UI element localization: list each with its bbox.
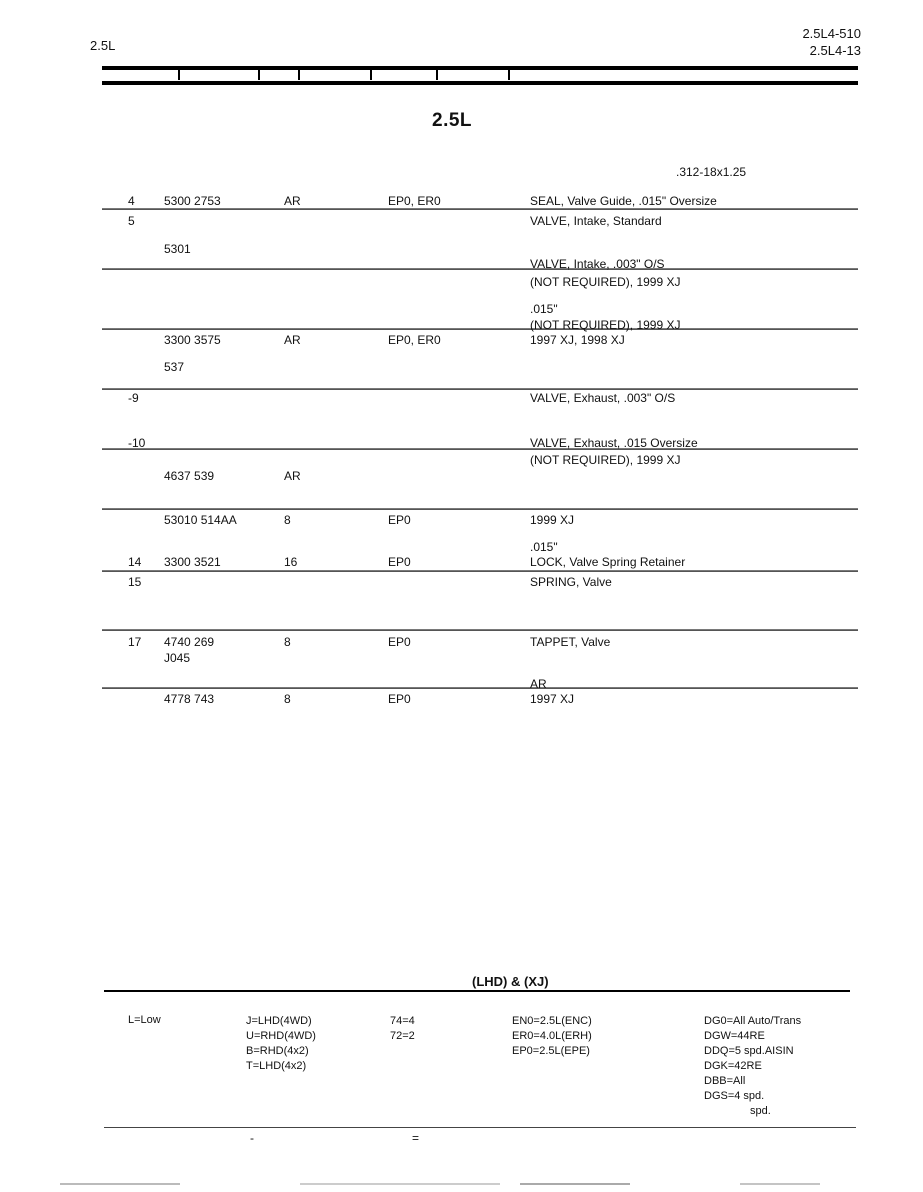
quantity: AR	[284, 469, 301, 483]
legend-heading: (LHD) & (XJ)	[472, 974, 549, 989]
column-tick	[370, 70, 372, 80]
description: VALVE, Intake, Standard	[530, 214, 662, 228]
footer-rule	[104, 1127, 856, 1128]
row-separator	[102, 328, 858, 330]
part-number: 53010 514AA	[164, 513, 237, 527]
footer-dash: -	[250, 1131, 254, 1145]
scan-noise	[520, 1183, 630, 1185]
column-tick	[508, 70, 510, 80]
item-number: 14	[128, 555, 142, 569]
item-number: 17	[128, 635, 142, 649]
sales-code: EP0, ER0	[388, 333, 441, 347]
row-separator	[102, 687, 858, 689]
item-number: -9	[128, 391, 139, 405]
legend-col5: DG0=All Auto/Trans DGW=44RE DDQ=5 spd.AISIN DGK=42RE DBB=All DGS=4 spd. spd.	[704, 1015, 802, 1117]
header-right-top: 2.5L4-510	[802, 26, 861, 41]
description: 1997 XJ, 1998 XJ	[530, 333, 625, 347]
part-number: 537	[164, 360, 185, 374]
scan-noise	[300, 1183, 500, 1185]
description: VALVE, Exhaust, .015 Oversize	[530, 436, 698, 450]
header-left: 2.5L	[90, 38, 116, 53]
page-title: 2.5L	[432, 110, 473, 131]
column-tick	[436, 70, 438, 80]
column-tick	[178, 70, 180, 80]
sales-code: EP0	[388, 555, 411, 569]
part-number: 3300 3575	[164, 333, 221, 347]
item-number: 5	[128, 214, 135, 228]
column-tick	[258, 70, 260, 80]
description: SPRING, Valve	[530, 575, 612, 589]
description: AR	[530, 677, 547, 691]
quantity: 8	[284, 635, 291, 649]
legend-col4: EN0=2.5L(ENC) ER0=4.0L(ERH) EP0=2.5L(EPE)	[512, 1015, 592, 1057]
item-number: 4	[128, 194, 135, 208]
sales-code: EP0	[388, 513, 411, 527]
quantity: 8	[284, 513, 291, 527]
scan-noise	[740, 1183, 820, 1185]
part-number: 3300 3521	[164, 555, 221, 569]
quantity: AR	[284, 194, 301, 208]
part-number: 5300 2753	[164, 194, 221, 208]
quantity: 8	[284, 692, 291, 706]
legend-col1: L=Low	[128, 1014, 161, 1026]
legend-rule	[104, 990, 850, 992]
sales-code: EP0	[388, 692, 411, 706]
row-separator	[102, 570, 858, 572]
description: (NOT REQUIRED), 1999 XJ	[530, 275, 681, 289]
part-number: 4637 539	[164, 469, 215, 483]
row-separator	[102, 388, 858, 390]
scan-noise	[60, 1183, 180, 1185]
description: .015"	[530, 540, 558, 554]
legend-col3: 74=4 72=2	[390, 1015, 415, 1042]
sales-code: EP0	[388, 635, 411, 649]
spec-note: .312-18x1.25	[676, 165, 747, 179]
row-separator	[102, 268, 858, 270]
description: VALVE, Intake, .003" O/S	[530, 257, 665, 271]
item-number: -10	[128, 436, 146, 450]
row-separator	[102, 629, 858, 631]
description: .015"	[530, 302, 558, 316]
description: 1999 XJ	[530, 513, 575, 527]
description: VALVE, Exhaust, .003" O/S	[530, 391, 676, 405]
sales-code: EP0, ER0	[388, 194, 441, 208]
top-rule	[102, 66, 858, 70]
quantity: AR	[284, 333, 301, 347]
description: (NOT REQUIRED), 1999 XJ	[530, 318, 681, 332]
column-tick	[298, 70, 300, 80]
header-right-bottom: 2.5L4-13	[809, 43, 861, 58]
row-separator	[102, 448, 858, 450]
footer-equals: =	[412, 1131, 420, 1145]
part-number: 5301	[164, 242, 191, 256]
part-number: 4740 269	[164, 635, 215, 649]
description: TAPPET, Valve	[530, 635, 611, 649]
description: LOCK, Valve Spring Retainer	[530, 555, 686, 569]
part-number: 4778 743	[164, 692, 215, 706]
part-number: J045	[164, 651, 191, 665]
item-number: 15	[128, 575, 142, 589]
description: SEAL, Valve Guide, .015" Oversize	[530, 194, 717, 208]
description: (NOT REQUIRED), 1999 XJ	[530, 453, 681, 467]
row-separator	[102, 508, 858, 510]
top-rule-lower	[102, 81, 858, 85]
row-separator	[102, 208, 858, 210]
quantity: 16	[284, 555, 298, 569]
description: 1997 XJ	[530, 692, 575, 706]
legend-col2: J=LHD(4WD) U=RHD(4WD) B=RHD(4x2) T=LHD(4x2)	[246, 1015, 316, 1072]
